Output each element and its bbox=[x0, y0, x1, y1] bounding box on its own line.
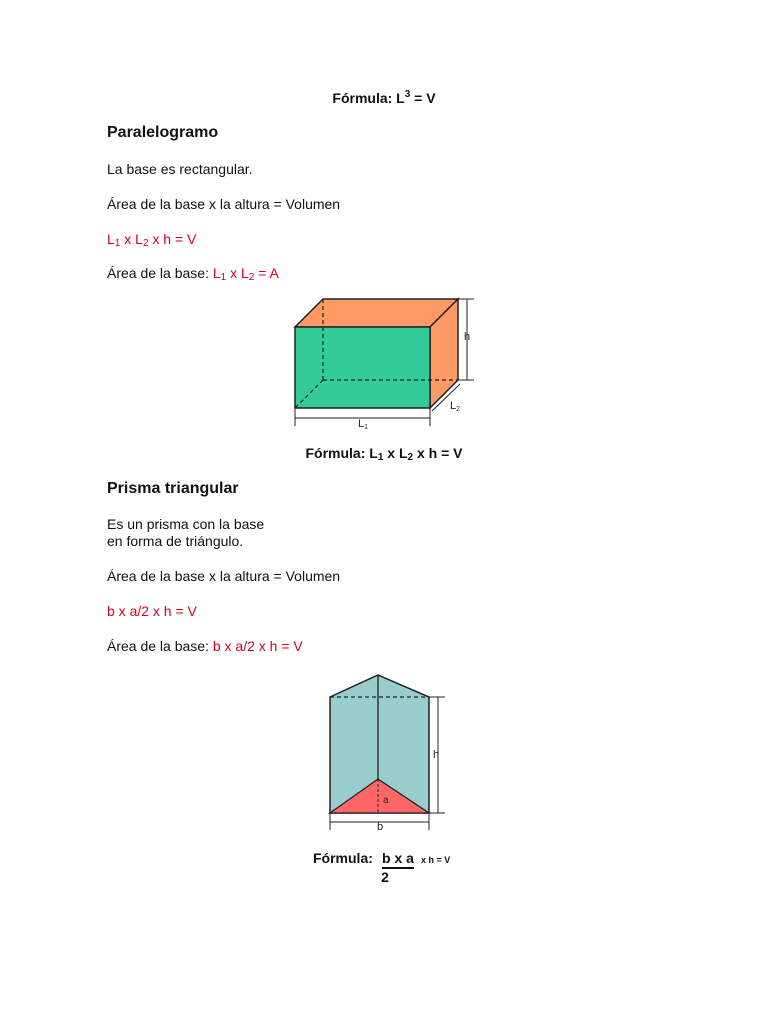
fraction-denominator: 2 bbox=[381, 869, 389, 885]
prism-front-face bbox=[295, 327, 430, 408]
triangular-prism-figure bbox=[320, 668, 460, 838]
fraction-tail: x h = V bbox=[421, 855, 451, 865]
label-l2: L2 bbox=[450, 400, 461, 413]
prisma-volume-rule: Área de la base x la altura = Volumen bbox=[107, 568, 341, 584]
prisma-formula-caption: Fórmula: bbox=[313, 850, 373, 866]
rectangular-prism-figure bbox=[280, 290, 480, 435]
fraction-numerator: b x a bbox=[382, 850, 414, 869]
section-title-prisma: Prisma triangular bbox=[107, 480, 239, 497]
volume-rule: Área de la base x la altura = Volumen bbox=[107, 196, 341, 212]
label-b: b bbox=[377, 821, 384, 833]
prisma-base-area-line: Área de la base: b x a/2 x h = V bbox=[107, 638, 303, 654]
label-h: h bbox=[433, 749, 440, 761]
base-area-line: Área de la base: $L_1$ x $L_2 = A$ bbox=[107, 265, 279, 283]
prisma-description-line2: en forma de triángulo. bbox=[107, 533, 244, 549]
top-formula: Fórmula: $L^3 = V$ bbox=[332, 89, 436, 106]
prisma-red-formula: b x a/2 x h = V bbox=[107, 603, 197, 619]
paralelogramo-formula-caption: Fórmula: $L_1$ x $L_2$ x h = V bbox=[305, 445, 463, 463]
label-l1: L1 bbox=[358, 418, 369, 431]
base-description: La base es rectangular. bbox=[107, 161, 253, 177]
section-title-paralelogramo: Paralelogramo bbox=[107, 124, 219, 141]
label-h: h bbox=[464, 331, 471, 343]
red-volume-formula: $L_1$ x $L_2$ x h = V bbox=[107, 231, 197, 249]
label-a: a bbox=[383, 795, 389, 806]
prisma-description-line1: Es un prisma con la base bbox=[107, 516, 265, 532]
